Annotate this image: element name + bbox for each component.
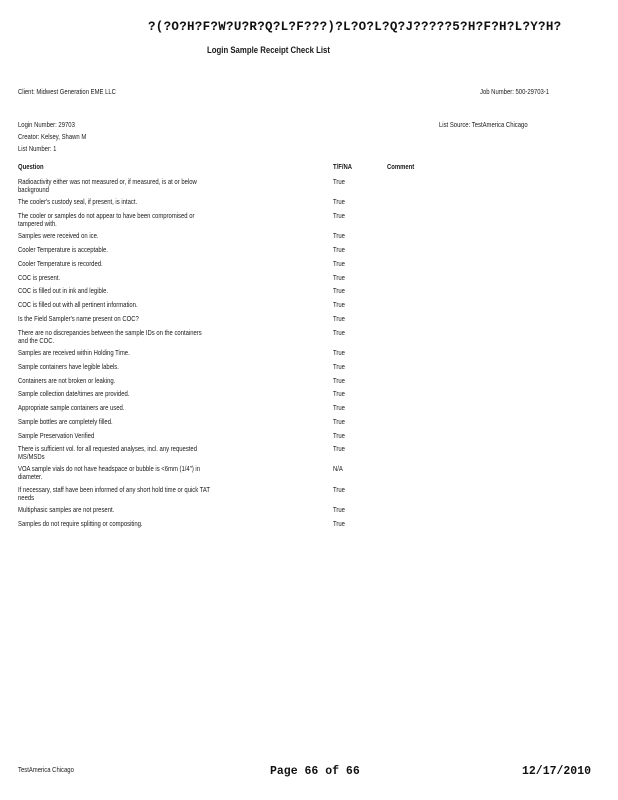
- table-row: [18, 287, 438, 301]
- question-text: If necessary, staff have been informed of any short hold time or quick TAT needs: [18, 485, 210, 502]
- answer-value: True: [333, 375, 345, 385]
- answer-value: True: [333, 300, 345, 309]
- question-text: Is the Field Sampler's name present on COC?: [18, 314, 139, 323]
- answer-value: True: [333, 347, 345, 357]
- question-text: Sample collection date/times are provided.: [18, 389, 130, 398]
- answer-value: True: [333, 505, 345, 514]
- answer-value: True: [333, 518, 345, 528]
- question-text: Appropriate sample containers are used.: [18, 403, 125, 412]
- question-text: Samples are received within Holding Time.: [18, 347, 130, 357]
- table-row: [18, 432, 438, 446]
- footer-page-number: Page 66 of 66: [270, 765, 360, 778]
- question-text: Cooler Temperature is acceptable.: [18, 245, 108, 254]
- client-label: Client: Midwest Generation EME LLC: [18, 87, 116, 96]
- answer-value: True: [333, 430, 345, 440]
- footer-date: 12/17/2010: [522, 765, 592, 778]
- answer-value: True: [333, 177, 345, 186]
- answer-value: True: [333, 245, 345, 254]
- question-text: Samples do not require splitting or compositing.: [18, 518, 143, 528]
- answer-value: True: [333, 286, 345, 295]
- login-number-label: Login Number: 29703: [18, 120, 75, 129]
- question-text: There are no discrepancies between the sample IDs on the containers and the COC.: [18, 327, 202, 345]
- table-row: [18, 506, 438, 520]
- answer-value: True: [333, 485, 345, 494]
- question-text: Sample Preservation Verified: [18, 430, 95, 440]
- table-row: [18, 363, 438, 377]
- answer-value: True: [333, 444, 345, 453]
- question-text: Containers are not broken or leaking.: [18, 375, 116, 385]
- answer-value: True: [333, 211, 345, 220]
- answer-value: True: [333, 197, 345, 206]
- answer-value: True: [333, 416, 345, 426]
- question-text: Radioactivity either was not measured or, if measured, is at or below background: [18, 177, 197, 194]
- question-text: Sample containers have legible labels.: [18, 361, 119, 371]
- question-text: Sample bottles are completely filled.: [18, 416, 113, 426]
- table-row: [18, 246, 438, 260]
- answer-value: True: [333, 327, 345, 337]
- answer-value: N/A: [333, 464, 343, 473]
- table-row: [18, 465, 438, 486]
- list-source-label: List Source: TestAmerica Chicago: [439, 120, 528, 129]
- table-row: [18, 349, 438, 363]
- question-text: The cooler or samples do not appear to have been compromised or tampered with.: [18, 211, 195, 228]
- document-header-text: ?(?O?H?F?W?U?R?Q?L?F???)?L?O?L?Q?J?????5?H?F?H?L?Y?H?: [148, 20, 562, 34]
- column-header-tfna: T/F/NA: [333, 162, 353, 171]
- answer-value: True: [333, 389, 345, 398]
- table-row: [18, 445, 438, 465]
- table-row: [18, 301, 438, 315]
- table-row: [18, 390, 438, 404]
- table-row: [18, 404, 438, 418]
- table-row: [18, 232, 438, 246]
- table-row: [18, 486, 438, 506]
- column-header-comment: Comment: [387, 162, 415, 171]
- table-row: [18, 377, 438, 391]
- answer-value: True: [333, 231, 345, 240]
- table-row: [18, 315, 438, 329]
- answer-value: True: [333, 361, 345, 371]
- answer-value: True: [333, 272, 345, 282]
- answer-value: True: [333, 259, 345, 268]
- question-text: There is sufficient vol. for all requested analyses, incl. any requested MS/MSDs: [18, 444, 198, 461]
- question-text: Cooler Temperature is recorded.: [18, 259, 103, 268]
- question-text: Multiphasic samples are not present.: [18, 505, 115, 514]
- creator-label: Creator: Kelsey, Shawn M: [18, 132, 87, 141]
- page-title: Login Sample Receipt Check List: [207, 45, 330, 56]
- question-text: The cooler's custody seal, if present, is intact.: [18, 197, 138, 206]
- footer-lab-name: TestAmerica Chicago: [18, 765, 74, 774]
- question-text: COC is present.: [18, 272, 61, 282]
- table-row: [18, 212, 438, 232]
- question-text: COC is filled out in ink and legible.: [18, 286, 109, 295]
- table-row: [18, 520, 438, 534]
- checklist-table: [18, 178, 438, 533]
- table-row: [18, 178, 438, 198]
- table-row: [18, 198, 438, 212]
- table-row: [18, 329, 438, 349]
- answer-value: True: [333, 403, 345, 412]
- column-header-question: Question: [18, 162, 44, 171]
- answer-value: True: [333, 314, 345, 323]
- job-number-label: Job Number: 500-29703-1: [480, 87, 550, 96]
- question-text: Samples were received on ice.: [18, 231, 99, 240]
- question-text: VOA sample vials do not have headspace or bubble is <6mm (1/4") in diameter.: [18, 464, 201, 481]
- table-row: [18, 274, 438, 288]
- table-row: [18, 418, 438, 432]
- list-number-label: List Number: 1: [18, 144, 57, 153]
- table-row: [18, 260, 438, 274]
- question-text: COC is filled out with all pertinent information.: [18, 300, 138, 309]
